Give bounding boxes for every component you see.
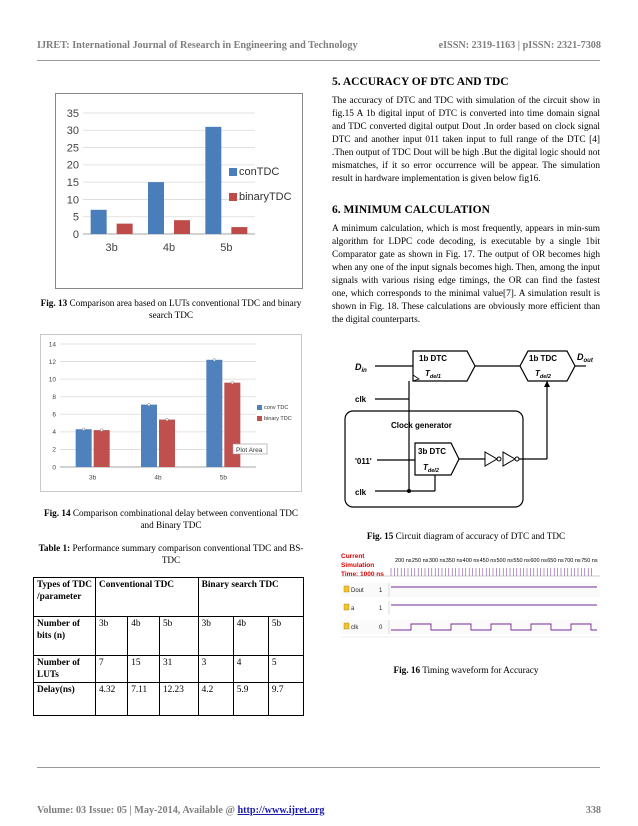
- bar-contdc: [148, 182, 164, 234]
- fig14-label: Fig. 14: [44, 508, 71, 518]
- y-tick-label: 12: [48, 358, 56, 366]
- sim-title-line2: Time: 1000 ns: [341, 571, 384, 578]
- sim-title-line1: Current Simulation: [341, 553, 375, 569]
- signal-value: 0: [379, 625, 383, 631]
- time-tick-label: 450 ns: [479, 558, 497, 564]
- table-row-label: Number of bits (n): [34, 617, 96, 656]
- x-tick-label: 3b: [89, 474, 97, 482]
- y-tick-label: 35: [66, 107, 79, 120]
- y-tick-label: 5: [72, 211, 79, 224]
- fig13-label: Fig. 13: [40, 298, 68, 308]
- table-header-row: [34, 578, 304, 617]
- time-tick-label: 550 ns: [513, 558, 530, 564]
- time-tick-label: 400 ns: [462, 558, 480, 564]
- footer-rule: [37, 767, 600, 768]
- legend-label: conTDC: [239, 166, 280, 178]
- signal-name: Dout: [351, 588, 364, 594]
- section-6-title: 6. MINIMUM CALCULATION: [332, 204, 490, 216]
- table1-caption-text: Performance summary comparison conventional TDC and BS-TDC: [72, 543, 304, 565]
- time-tick-label: 250 ns: [411, 558, 429, 564]
- fig14-caption-text: Comparison combinational delay between conventional TDC and Binary TDC: [72, 508, 298, 530]
- table-group-conventional: Conventional TDC: [96, 578, 199, 617]
- table-cell: 5b: [268, 617, 303, 656]
- bar-binary-tdc: [159, 420, 175, 467]
- y-tick-label: 8: [52, 393, 56, 401]
- plot-area-label: Plot Area: [236, 447, 263, 454]
- fig15-label: Fig. 15: [366, 531, 394, 541]
- y-tick-label: 4: [52, 429, 56, 437]
- x-tick-label: 4b: [154, 474, 162, 482]
- y-tick-label: 14: [48, 341, 56, 349]
- dout-label: $D_{out}$: [577, 352, 593, 364]
- table-cell: 9.7: [268, 683, 303, 716]
- y-tick-label: 0: [52, 464, 56, 472]
- legend-label: binary TDC: [264, 416, 292, 422]
- signal-row-a: [341, 601, 600, 615]
- din-label: $D_{in}$: [355, 362, 367, 374]
- table1-label: Table 1:: [38, 543, 71, 553]
- table-row: [34, 683, 304, 716]
- tdel1-label: $T_{del1}$: [425, 369, 441, 380]
- bar-handle: [166, 418, 169, 421]
- bar-handle: [231, 381, 234, 384]
- signal-row-dout: [341, 583, 600, 597]
- fig16-caption-text: Timing waveform for Accuracy: [422, 665, 539, 675]
- legend-swatch: [229, 168, 237, 176]
- input-011-label: '011': [355, 457, 372, 466]
- y-tick-label: 15: [66, 176, 79, 189]
- time-tick-label: 300 ns: [428, 558, 446, 564]
- signal-value: 1: [379, 588, 383, 594]
- waveform-canvas: [341, 552, 600, 642]
- section-5-title: 5. ACCURACY OF DTC AND TDC: [332, 76, 509, 88]
- signal-name: a: [351, 606, 355, 612]
- time-tick-label: 350 ns: [445, 558, 463, 564]
- legend-label: binaryTDC: [239, 191, 292, 203]
- y-tick-label: 10: [48, 376, 56, 384]
- fig15-circuit-diagram: [335, 343, 601, 513]
- issn: eISSN: 2319-1163 | pISSN: 2321-7308: [438, 40, 601, 51]
- table-cell: 3b: [96, 617, 128, 656]
- table-row-label: Number of LUTs: [34, 656, 96, 683]
- bar-contdc: [205, 127, 221, 234]
- dtc-1b-label: 1b DTC: [419, 354, 447, 363]
- fig14-caption: [37, 507, 305, 531]
- x-tick-label: 5b: [220, 242, 233, 254]
- bar-contdc: [91, 210, 107, 234]
- bar-conv-tdc: [76, 429, 92, 467]
- page-footer: [37, 805, 601, 816]
- fig16-label: Fig. 16: [393, 665, 421, 675]
- bar-binarytdc: [174, 220, 190, 234]
- legend-label: conv TDC: [264, 405, 289, 411]
- signal-name: clk: [351, 625, 359, 631]
- signal-row-clk: [341, 620, 600, 634]
- table-row: [34, 656, 304, 683]
- bar-handle: [100, 429, 103, 432]
- table-cell: 7.11: [128, 683, 160, 716]
- inverter-1-icon: [485, 452, 497, 466]
- bar-handle: [148, 403, 151, 406]
- table-cell: 7: [96, 656, 128, 683]
- table-row: [34, 617, 304, 656]
- y-tick-label: 25: [66, 142, 79, 155]
- x-tick-label: 4b: [162, 242, 176, 254]
- inverter-2-icon: [503, 452, 515, 466]
- table-cell: 4: [233, 656, 268, 683]
- time-tick-label: 700 ns: [564, 558, 581, 564]
- time-tick-label: 750 ns: [581, 558, 598, 564]
- footer-volume: Volume: 03 Issue: 05 | May-2014, Available @ http://www.ijret.org: [37, 805, 325, 816]
- y-tick-label: 10: [66, 194, 79, 207]
- y-tick-label: 2: [52, 446, 56, 454]
- section-5-body: The accuracy of DTC and TDC with simulation of the circuit show in fig.15 A 1b digital input of DTC is converted into time domain signal and TDC converted digital output Dout .In order based on clock signal DTC and another input 011 taken input to full range of the DTC [4] .Then output of TDC Dout will be high .But the digital logic should not mismatches, if it so error occurrence will be appear. The simulation result in hardware implementation is given below fig16.: [332, 96, 600, 184]
- table-cell: 4.32: [96, 683, 128, 716]
- bar-conv-tdc: [206, 360, 222, 467]
- clock-generator-label: Clock generator: [391, 421, 452, 430]
- bar-handle: [82, 428, 85, 431]
- fig15-caption: [332, 530, 600, 542]
- fig16-waveform: [341, 552, 600, 642]
- table-cell: 12.23: [159, 683, 198, 716]
- table1-caption: [37, 542, 305, 566]
- bar-binarytdc: [117, 224, 133, 234]
- bar-binary-tdc: [94, 430, 110, 467]
- table-corner-cell: Types of TDC /parameter: [34, 578, 96, 617]
- table-cell: 5: [268, 656, 303, 683]
- x-tick-label: 5b: [219, 474, 227, 482]
- table-cell: 3: [198, 656, 233, 683]
- time-tick-label: 200 ns: [395, 558, 412, 564]
- table-cell: 4b: [233, 617, 268, 656]
- header-rule: [37, 60, 600, 61]
- y-tick-label: 30: [66, 125, 79, 138]
- time-tick-label: 500 ns: [496, 558, 514, 564]
- fig13-caption-text: Comparison area based on LUTs conventional TDC and binary search TDC: [69, 298, 302, 320]
- tdel2-label: $T_{del2}$: [535, 369, 551, 380]
- tdel2b-label: $T_{del2}$: [423, 463, 439, 474]
- fig15-caption-text: Circuit diagram of accuracy of DTC and TDC: [395, 531, 566, 541]
- fig13-chart: [55, 93, 303, 289]
- y-tick-label: 0: [72, 228, 79, 241]
- table-cell: 3b: [198, 617, 233, 656]
- journal-title: IJRET: International Journal of Research in Engineering and Technology: [37, 40, 358, 51]
- time-tick-label: 650 ns: [547, 558, 564, 564]
- legend-swatch: [257, 416, 262, 421]
- fig14-chart: [40, 334, 302, 492]
- fig16-caption: [332, 664, 600, 676]
- section-6-body: A minimum calculation, which is most frequently, appears in min-sum algorithm for LDPC code decoding, is executable by a single 1bit Comparator gate as shown in Fig. 17. The output of OR becomes high when any one of the input signals becomes high. Then, among the input signals with various rising edge timings, the OR can find the fastest one, which corresponds to the minimal value[7]. A simulation result is shown in Fig. 18. These calculations are obviously more efficient than the digital counterparts.: [332, 224, 600, 325]
- bar-binary-tdc: [224, 383, 240, 467]
- journal-link[interactable]: http://www.ijret.org: [237, 805, 325, 816]
- table-cell: 4.2: [198, 683, 233, 716]
- x-tick-label: 3b: [105, 242, 118, 254]
- dtc-3b-label: 3b DTC: [418, 447, 446, 456]
- tdc-1b-label: 1b TDC: [529, 354, 557, 363]
- section-accuracy: [332, 76, 600, 186]
- clk-label-top: clk: [355, 395, 367, 404]
- table-cell: 5.9: [233, 683, 268, 716]
- section-minimum: [332, 204, 600, 327]
- table-cell: 4b: [128, 617, 160, 656]
- clk-label-bottom: clk: [355, 488, 367, 497]
- table-cell: 15: [128, 656, 160, 683]
- performance-table: [33, 577, 304, 716]
- page-number: 338: [585, 805, 601, 816]
- page-header: [37, 40, 601, 51]
- table-group-binary: Binary search TDC: [198, 578, 303, 617]
- table-cell: 5b: [159, 617, 198, 656]
- table-row-label: Delay(ns): [34, 683, 96, 716]
- bar-handle: [213, 359, 216, 362]
- fig13-caption: [37, 297, 305, 321]
- legend-swatch: [229, 193, 237, 201]
- y-tick-label: 20: [66, 159, 79, 172]
- bar-conv-tdc: [141, 405, 157, 467]
- y-tick-label: 6: [52, 411, 56, 419]
- time-tick-label: 600 ns: [530, 558, 547, 564]
- table-cell: 31: [159, 656, 198, 683]
- legend-swatch: [257, 405, 262, 410]
- bar-binarytdc: [231, 227, 247, 234]
- signal-value: 1: [379, 606, 383, 612]
